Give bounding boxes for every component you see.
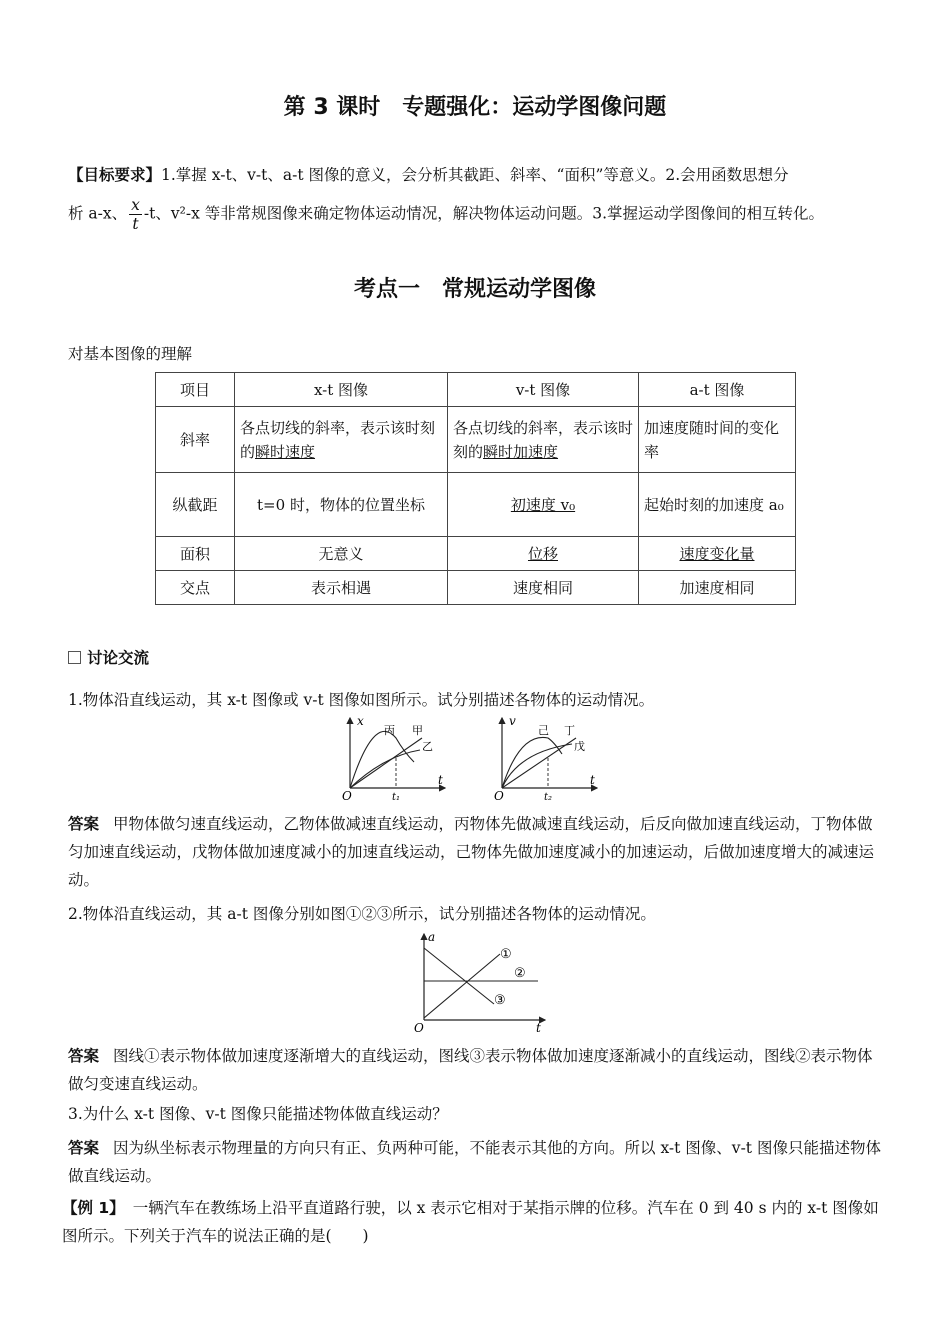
table-cell: 加速度相同 bbox=[639, 571, 796, 605]
fraction-x-over-t bbox=[129, 196, 142, 233]
goals-line-1 bbox=[68, 163, 888, 187]
vt-y-axis-label: v bbox=[509, 714, 516, 728]
vt-x-axis-label: t bbox=[590, 773, 595, 787]
figure-xt-vt bbox=[330, 712, 620, 804]
goals-line-2 bbox=[68, 196, 908, 233]
table-cell: t=0 时，物体的位置坐标 bbox=[235, 473, 448, 537]
curve-label: 丁 bbox=[564, 724, 575, 737]
table-cell: 起始时刻的加速度 a₀ bbox=[639, 473, 796, 537]
vt-tick-label: t₂ bbox=[544, 792, 553, 803]
example-text: 一辆汽车在教练场上沿平直道路行驶，以 x 表示它相对于某指示牌的位移。汽车在 0 到 40 s 内的 x-t 图像如图所示。下列关于汽车的说法正确的是( ) bbox=[62, 1199, 879, 1245]
table-cell: 加速度随时间的变化率 bbox=[639, 407, 796, 473]
line-1 bbox=[424, 954, 500, 1018]
xt-y-axis-label: x bbox=[357, 714, 364, 728]
row-label: 面积 bbox=[156, 537, 235, 571]
at-y-axis-label: a bbox=[428, 930, 436, 944]
table-cell bbox=[639, 537, 796, 571]
goals-text-2a: 析 a-x、 bbox=[68, 204, 128, 223]
xt-tick-label: t₁ bbox=[392, 792, 401, 803]
underlined-term: 速度变化量 bbox=[679, 544, 755, 563]
cell-text: 各点切线的斜率，表示该时刻的 bbox=[453, 418, 634, 461]
row-label: 纵截距 bbox=[156, 473, 235, 537]
table-cell bbox=[448, 407, 639, 473]
page-title: 第 3 课时 专题强化：运动学图像问题 bbox=[283, 95, 667, 120]
table-cell bbox=[448, 537, 639, 571]
table-header-row bbox=[156, 373, 796, 407]
table-header: 项目 bbox=[156, 373, 235, 407]
example-1 bbox=[62, 1194, 888, 1250]
cell-text: 各点切线的斜率，表示该时刻的 bbox=[240, 418, 436, 461]
vt-origin-label: O bbox=[494, 789, 504, 803]
fraction-numerator: x bbox=[131, 196, 140, 214]
line-label: ① bbox=[500, 947, 512, 962]
example-label: 【例 1】 bbox=[62, 1199, 125, 1217]
line-label: ② bbox=[514, 966, 526, 981]
at-x-axis-label: t bbox=[536, 1021, 541, 1034]
discussion-heading bbox=[68, 646, 149, 668]
curve-label: 甲 bbox=[412, 724, 423, 737]
underlined-term: 初速度 v₀ bbox=[510, 495, 576, 514]
table-cell: 速度相同 bbox=[448, 571, 639, 605]
line-3 bbox=[424, 948, 494, 1004]
answer-2 bbox=[68, 1042, 888, 1098]
answer-text: 图线①表示物体做加速度逐渐增大的直线运动，图线③表示物体做加速度逐渐减小的直线运动，图线②表示物体做匀变速直线运动。 bbox=[68, 1047, 873, 1093]
table-cell bbox=[448, 473, 639, 537]
table-cell: 表示相遇 bbox=[235, 571, 448, 605]
edit-note-icon bbox=[68, 651, 81, 664]
answer-3 bbox=[68, 1134, 888, 1190]
row-label: 交点 bbox=[156, 571, 235, 605]
table-row bbox=[156, 537, 796, 571]
question-2: 2.物体沿直线运动，其 a-t 图像分别如图①②③所示，试分别描述各物体的运动情况。 bbox=[68, 905, 656, 923]
table-row bbox=[156, 407, 796, 473]
answer-label: 答案 bbox=[68, 1139, 100, 1157]
section-title: 考点一 常规运动学图像 bbox=[353, 277, 596, 302]
vt-graph bbox=[494, 714, 597, 803]
curve-label: 乙 bbox=[422, 740, 433, 753]
fraction-denominator: t bbox=[132, 215, 139, 233]
question-3: 3.为什么 x-t 图像、v-t 图像只能描述物体做直线运动？ bbox=[68, 1105, 448, 1123]
table-cell: 无意义 bbox=[235, 537, 448, 571]
basic-graphs-table bbox=[155, 372, 796, 605]
at-origin-label: O bbox=[414, 1021, 424, 1034]
xt-graph bbox=[342, 714, 445, 803]
curve-label: 己 bbox=[538, 724, 549, 737]
question-1: 1.物体沿直线运动，其 x-t 图像或 v-t 图像如图所示。试分别描述各物体的运动情况。 bbox=[68, 691, 655, 709]
row-label: 斜率 bbox=[156, 407, 235, 473]
underlined-term: 位移 bbox=[527, 544, 558, 563]
underlined-term: 瞬时速度 bbox=[255, 442, 316, 461]
table-header: x-t 图像 bbox=[235, 373, 448, 407]
table-cell bbox=[235, 407, 448, 473]
table-header: v-t 图像 bbox=[448, 373, 639, 407]
curve-label: 丙 bbox=[384, 724, 395, 737]
figure-at bbox=[410, 928, 550, 1034]
answer-text: 甲物体做匀速直线运动，乙物体做减速直线运动，丙物体先做减速直线运动，后反向做加速直线运动，丁物体做匀加速直线运动，戊物体做加速度减小的加速直线运动，己物体先做加速度减小的加速运动，后做加速度增大的减速运动。 bbox=[68, 815, 875, 889]
line-label: ③ bbox=[494, 993, 506, 1008]
table-header: a-t 图像 bbox=[639, 373, 796, 407]
section-intro: 对基本图像的理解 bbox=[68, 345, 193, 363]
goals-label: 【目标要求】 bbox=[68, 166, 162, 184]
table-row bbox=[156, 571, 796, 605]
answer-label: 答案 bbox=[68, 815, 100, 833]
discussion-title: 讨论交流 bbox=[87, 649, 150, 667]
answer-1 bbox=[68, 810, 888, 894]
underlined-term: 瞬时加速度 bbox=[483, 442, 559, 461]
goals-text-1: 1.掌握 x-t、v-t、a-t 图像的意义，会分析其截距、斜率、“面积”等意义。2.会用函数思想分 bbox=[161, 166, 789, 184]
table-row bbox=[156, 473, 796, 537]
answer-label: 答案 bbox=[68, 1047, 100, 1065]
goals-text-2b: -t、v²-x 等非常规图像来确定物体运动情况，解决物体运动问题。3.掌握运动学图像间的相互转化。 bbox=[143, 204, 825, 223]
curve-label: 戊 bbox=[574, 740, 585, 753]
xt-origin-label: O bbox=[342, 789, 352, 803]
answer-text: 因为纵坐标表示物理量的方向只有正、负两种可能，不能表示其他的方向。所以 x-t 图像、v-t 图像只能描述物体做直线运动。 bbox=[68, 1139, 881, 1185]
xt-x-axis-label: t bbox=[438, 773, 443, 787]
